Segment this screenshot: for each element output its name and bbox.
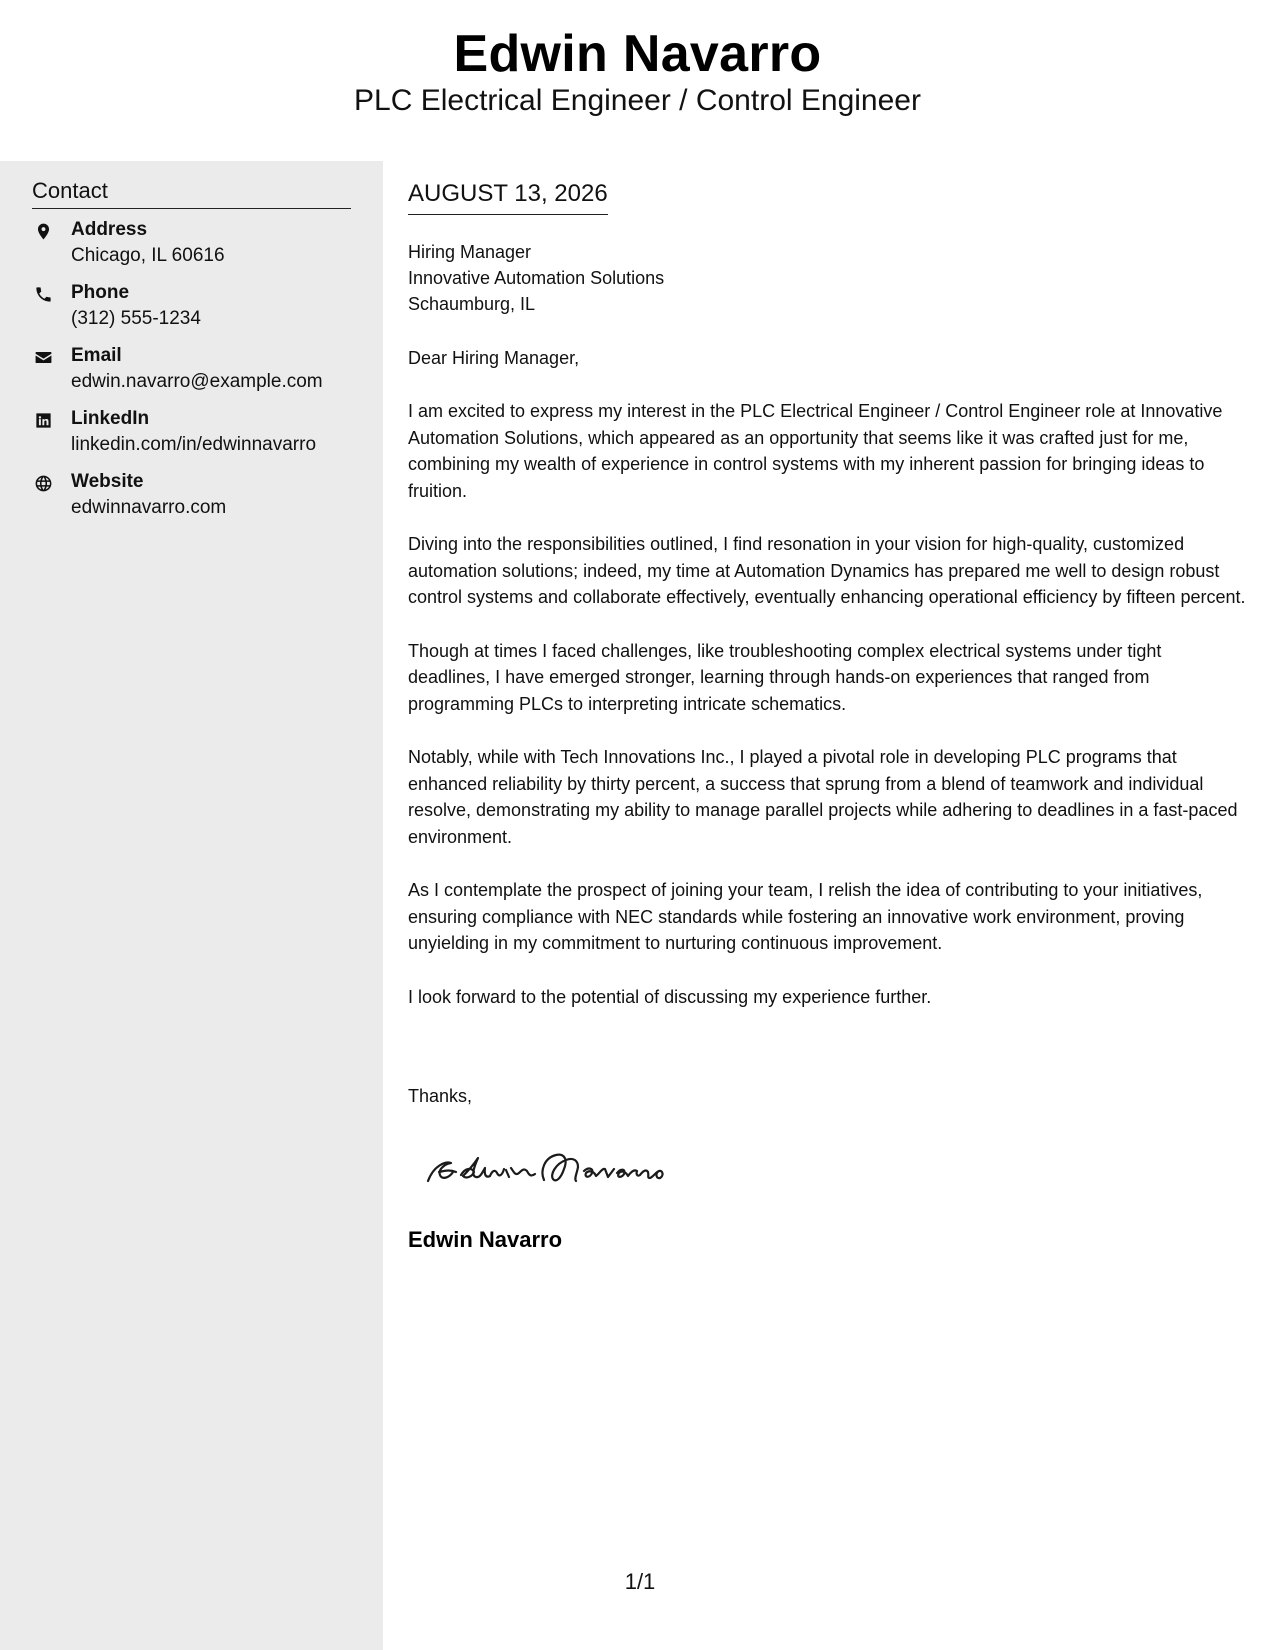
applicant-name: Edwin Navarro [453, 25, 822, 83]
recipient-line: Schaumburg, IL [408, 294, 536, 314]
paragraph: Though at times I faced challenges, like troubleshooting complex electrical systems under tight deadlines, I have emerged stronger, learning through hands-on experiences that ranged from programming PLCs to interpreting intricate schematics. [408, 640, 1162, 714]
recipient-line: Innovative Automation Solutions [408, 268, 665, 288]
map-pin-icon [32, 220, 54, 242]
contact-phone [32, 281, 362, 335]
header [0, 0, 1275, 160]
letter-date: AUGUST 13, 2026 [408, 179, 608, 215]
recipient-line: Hiring Manager [408, 242, 532, 262]
contact-value: linkedin.com/in/edwinnavarro [71, 434, 317, 455]
contact-heading: Contact [32, 177, 351, 209]
closing: Thanks, [408, 1086, 473, 1106]
contact-label: Website [71, 471, 144, 492]
paragraph: Notably, while with Tech Innovations Inc., I played a pivotal role in developing PLC programs that enhanced reliability by thirty percent, a success that sprung from a blend of teamwork and individual resolve, demonstrating my ability to manage parallel projects while adhering to deadlines in a fast-paced environment. [408, 747, 1238, 847]
signed-name: Edwin Navarro [408, 1227, 563, 1252]
paragraph: I look forward to the potential of discussing my experience further. [408, 986, 932, 1007]
contact-address [32, 218, 362, 272]
paragraph: As I contemplate the prospect of joining your team, I relish the idea of contributing to your initiatives, ensuring compliance with NEC standards while fostering an innovative work environment, proving unyielding in my commitment to nurturing continuous improvement. [408, 880, 1203, 953]
contact-linkedin [32, 407, 362, 461]
salutation: Dear Hiring Manager, [408, 348, 580, 368]
contact-value: edwin.navarro@example.com [71, 371, 323, 392]
contact-website [32, 470, 362, 524]
globe-icon [32, 472, 54, 494]
letter-paragraphs [408, 398, 1248, 1037]
contact-label: Address [71, 219, 148, 240]
contact-value: edwinnavarro.com [71, 497, 227, 518]
contact-label: Phone [71, 282, 130, 303]
job-title: PLC Electrical Engineer / Control Engineer [354, 84, 921, 117]
page-number: 1/1 [624, 1569, 656, 1594]
contact-value: Chicago, IL 60616 [71, 245, 225, 266]
paragraph: I am excited to express my interest in the PLC Electrical Engineer / Control Engineer role at Innovative Automation Solutions, which appeared as an opportunity that seems like it was crafted just for me, combining my wealth of experience in control systems with my inherent passion for bringing ideas to fruition. [408, 401, 1223, 501]
handwritten-signature [416, 1133, 676, 1203]
recipient-block [408, 239, 664, 317]
envelope-icon [32, 346, 54, 368]
phone-icon [32, 283, 54, 305]
contact-label: LinkedIn [71, 408, 150, 429]
contact-email [32, 344, 362, 398]
paragraph: Diving into the responsibilities outlined, I find resonation in your vision for high-quality, customized automation solutions; indeed, my time at Automation Dynamics has prepared me well to design robust control systems and collaborate effectively, eventually enhancing operational efficiency by fifteen percent. [408, 534, 1246, 607]
linkedin-icon [32, 409, 54, 431]
contact-label: Email [71, 345, 122, 366]
contact-value: (312) 555-1234 [71, 308, 201, 329]
contact-sidebar [0, 161, 383, 1650]
